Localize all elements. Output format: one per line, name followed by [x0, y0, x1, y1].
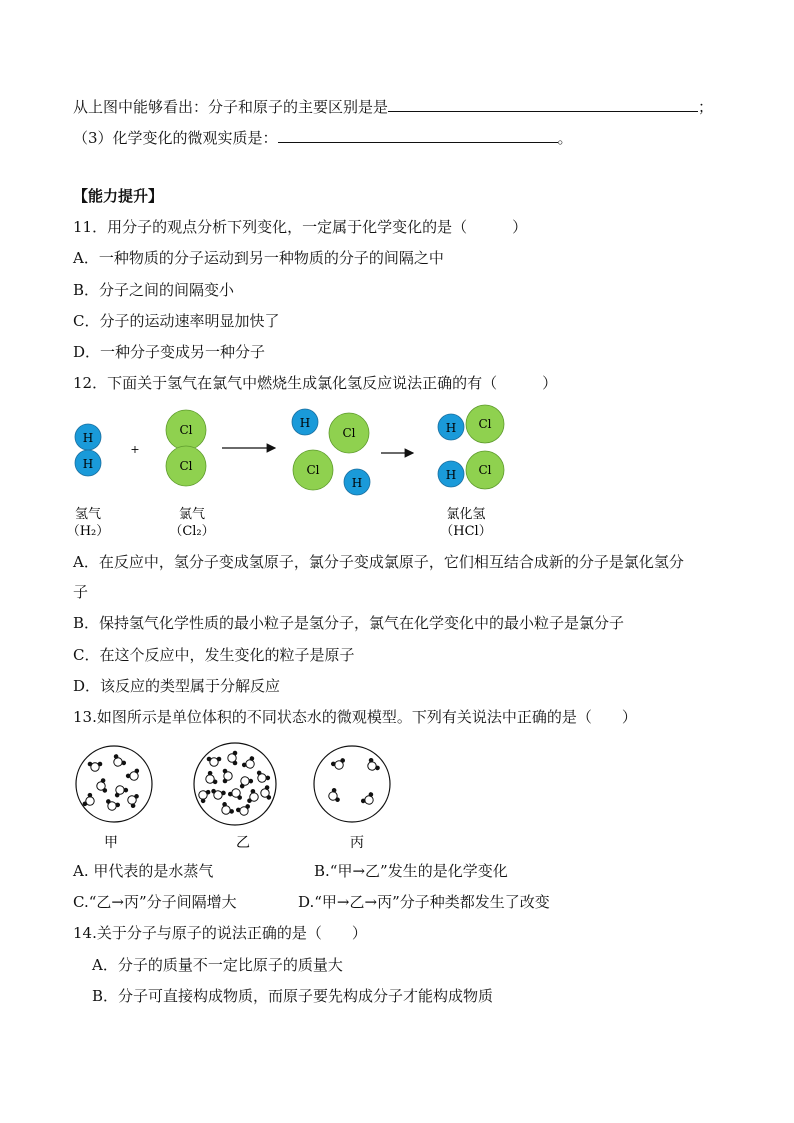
- label-hydrogen-chloride: 氯化氢: [446, 507, 486, 522]
- q12-option-a-line-2: 子: [73, 583, 89, 601]
- h-atom-label: H: [445, 421, 457, 435]
- q13-option-c: C.“乙→丙”分子间隔增大: [73, 893, 237, 911]
- separated-atoms: [292, 409, 370, 495]
- water-state-jia: [76, 746, 152, 822]
- label-hydrogen-formula: （H₂）: [66, 524, 110, 539]
- q11-stem: 11．用分子的观点分析下列变化，一定属于化学变化的是（ ）: [73, 218, 528, 236]
- q10-line3-text: （3）化学变化的微观实质是：: [73, 129, 278, 147]
- q14-stem: 14.关于分子与原子的说法正确的是（ ）: [73, 924, 367, 942]
- h-atom-label: H: [82, 431, 94, 445]
- hydrogen-molecule: [75, 424, 101, 476]
- label-hcl-formula: （HCl）: [440, 524, 492, 539]
- chlorine-molecule: [166, 410, 206, 486]
- q12-option-b: B．保持氢气化学性质的最小粒子是氢分子，氯气在化学变化中的最小粒子是氯分子: [73, 614, 625, 632]
- q14-option-a: A．分子的质量不一定比原子的质量大: [92, 956, 343, 974]
- q10-line3-end: 。: [557, 129, 573, 147]
- h-atom-label: H: [445, 468, 457, 482]
- q11-option-a: A．一种物质的分子运动到另一种物质的分子的间隔之中: [73, 249, 444, 267]
- label-chlorine: 氯气: [178, 507, 206, 522]
- plus-sign: +: [130, 443, 140, 456]
- q13-stem: 13.如图所示是单位体积的不同状态水的微观模型。下列有关说法中正确的是（ ）: [73, 708, 637, 726]
- cl-atom-label: Cl: [179, 459, 193, 473]
- state-circle-bing: [314, 746, 390, 822]
- label-jia: 甲: [104, 835, 118, 851]
- q10-line2-text: 从上图中能够看出：分子和原子的主要区别是是: [73, 98, 389, 116]
- label-bing: 丙: [350, 835, 364, 851]
- q11-option-d: D．一种分子变成另一种分子: [73, 343, 266, 361]
- cl-atom-label: Cl: [306, 463, 320, 477]
- hydrogen-chloride-molecule: [438, 405, 504, 443]
- q10-line2-end: ；: [698, 98, 714, 116]
- q12-option-c: C．在这个反应中，发生变化的粒子是原子: [73, 646, 355, 664]
- q12-stem: 12．下面关于氢气在氯气中燃烧生成氯化氢反应说法正确的有（ ）: [73, 374, 558, 392]
- h-atom-label: H: [351, 476, 363, 490]
- q12-option-d: D．该反应的类型属于分解反应: [73, 677, 281, 695]
- q13-option-a: A. 甲代表的是水蒸气: [73, 862, 214, 880]
- cl-atom-label: Cl: [342, 426, 356, 440]
- label-chlorine-formula: （Cl₂）: [169, 524, 215, 539]
- h-atom-label: H: [299, 416, 311, 430]
- q14-option-b: B．分子可直接构成物质，而原子要先构成分子才能构成物质: [92, 987, 494, 1005]
- water-state-yi: [194, 743, 276, 825]
- water-state-bing: [314, 746, 390, 822]
- label-yi: 乙: [236, 835, 250, 851]
- section-title: 【能力提升】: [73, 187, 164, 205]
- cl-atom-label: Cl: [179, 423, 193, 437]
- q13-option-b: B.“甲→乙”发生的是化学变化: [314, 862, 508, 880]
- cl-atom-label: Cl: [478, 463, 492, 477]
- q11-option-b: B．分子之间的间隔变小: [73, 281, 235, 299]
- cl-atom-label: Cl: [478, 417, 492, 431]
- h-atom-label: H: [82, 457, 94, 471]
- label-hydrogen: 氢气: [74, 507, 102, 522]
- hydrogen-chloride-molecule: [438, 451, 504, 489]
- q12-option-a-line-1: A．在反应中，氢分子变成氢原子，氯分子变成氯原子，它们相互结合成新的分子是氯化氢分: [73, 553, 684, 571]
- q13-option-d: D.“甲→乙→丙”分子种类都发生了改变: [298, 893, 550, 911]
- q11-option-c: C．分子的运动速率明显加快了: [73, 312, 280, 330]
